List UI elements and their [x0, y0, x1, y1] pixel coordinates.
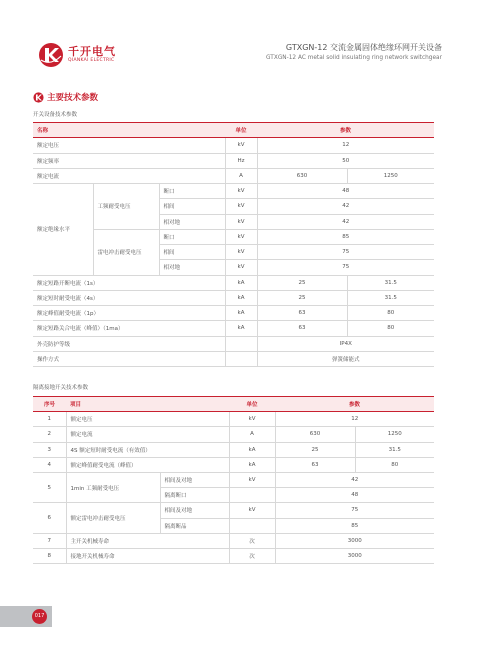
param-subgroup-label: 工频耐受电压 — [93, 184, 159, 230]
param-value: 31.5 — [347, 275, 434, 290]
param-value: 63 — [275, 457, 355, 472]
table-row — [33, 412, 434, 427]
param-value: 42 — [257, 214, 434, 229]
row-index: 8 — [33, 548, 66, 563]
param-name: 额定电压 — [33, 138, 225, 153]
param-value: 3000 — [275, 548, 434, 563]
param-unit: kV — [225, 138, 257, 153]
table-row — [33, 472, 434, 487]
param-name: 额定短路开断电流（1s） — [33, 275, 225, 290]
param-value: 48 — [275, 488, 434, 503]
param-name: 相间 — [159, 245, 225, 260]
param-unit: kA — [229, 442, 275, 457]
param-subitem: 隔离断口 — [160, 488, 229, 503]
document-title-cn: GTXGN-12 交流金属固体绝缘环网开关设备 — [285, 43, 442, 52]
param-value: 63 — [257, 321, 347, 336]
table-header-row — [33, 397, 434, 412]
table-row — [33, 533, 434, 548]
param-name: 接地开关机械寿命 — [66, 548, 229, 563]
page-number: 017 — [32, 609, 47, 624]
table-row — [33, 138, 434, 153]
param-unit: A — [225, 168, 257, 183]
param-subitem: 隔离断品 — [160, 518, 229, 533]
param-unit: 次 — [229, 533, 275, 548]
table-row — [33, 275, 434, 290]
param-unit: kV — [225, 245, 257, 260]
brand-logo — [38, 40, 128, 70]
param-unit: kV — [229, 472, 275, 487]
switchgear-params-table — [33, 122, 434, 367]
param-value: 1250 — [355, 427, 434, 442]
document-title — [266, 42, 442, 61]
param-value: 31.5 — [347, 290, 434, 305]
brand-name-en: QIANKAI ELECTRIC — [68, 58, 115, 63]
param-subgroup-label: 雷电冲击耐受电压 — [93, 229, 159, 275]
table-row — [33, 306, 434, 321]
table-row — [33, 351, 434, 366]
param-subitem: 相间及对地 — [160, 503, 229, 518]
param-subitem: 相间及对地 — [160, 472, 229, 487]
table-row — [33, 503, 434, 518]
row-index: 1 — [33, 412, 66, 427]
section-heading-text: 主要技术参数 — [47, 93, 99, 103]
param-unit: A — [229, 427, 275, 442]
param-value: 25 — [257, 275, 347, 290]
param-value: 50 — [257, 153, 434, 168]
section-logo-icon — [33, 92, 44, 103]
row-index: 5 — [33, 472, 66, 502]
param-unit: kA — [225, 275, 257, 290]
col-header-name: 名称 — [33, 123, 225, 138]
param-value: 80 — [347, 306, 434, 321]
param-value: 75 — [257, 245, 434, 260]
param-value: 42 — [257, 199, 434, 214]
param-value: 42 — [275, 472, 434, 487]
param-name: 断口 — [159, 184, 225, 199]
col-header-item: 项目 — [66, 397, 229, 412]
table-row — [33, 548, 434, 563]
param-value: 630 — [257, 168, 347, 183]
param-value: 80 — [347, 321, 434, 336]
brand-logo-icon — [38, 42, 64, 68]
param-value: IP4X — [257, 336, 434, 351]
param-value: 48 — [257, 184, 434, 199]
table-row — [33, 336, 434, 351]
param-name: 操作方式 — [33, 351, 225, 366]
param-unit: kV — [225, 199, 257, 214]
param-name: 外壳防护等级 — [33, 336, 225, 351]
param-name: 4S 额定短时耐受电流（有效值） — [66, 442, 229, 457]
row-index: 7 — [33, 533, 66, 548]
param-value: 25 — [257, 290, 347, 305]
param-name: 额定短时耐受电流（4s） — [33, 290, 225, 305]
col-header-unit: 单位 — [225, 123, 257, 138]
param-value: 3000 — [275, 533, 434, 548]
param-unit: kA — [225, 306, 257, 321]
table-row — [33, 168, 434, 183]
param-name: 额定电流 — [33, 168, 225, 183]
table-row — [33, 184, 434, 199]
param-value: 630 — [275, 427, 355, 442]
param-unit: kA — [225, 321, 257, 336]
param-name: 额定电压 — [66, 412, 229, 427]
page-header — [0, 0, 480, 90]
param-unit: 次 — [229, 548, 275, 563]
param-unit: kA — [229, 457, 275, 472]
param-value: 弹簧储能式 — [257, 351, 434, 366]
param-name: 1min 工频耐受电压 — [66, 472, 160, 502]
col-header-unit: 单位 — [229, 397, 275, 412]
table2-caption: 隔离接地开关技术参数 — [33, 385, 89, 391]
table1-caption: 开关设备技术参数 — [33, 112, 78, 118]
section-heading — [33, 91, 98, 103]
param-name: 额定雷电冲击耐受电压 — [66, 503, 160, 533]
param-value: 31.5 — [355, 442, 434, 457]
param-unit: Hz — [225, 153, 257, 168]
param-group-label: 额定绝缘水平 — [33, 184, 93, 276]
document-title-en: GTXGN-12 AC metal solid insulating ring network switchgear — [266, 55, 442, 61]
param-name: 额定电流 — [66, 427, 229, 442]
table-row — [33, 229, 434, 244]
table-header-row — [33, 123, 434, 138]
param-unit: kV — [225, 229, 257, 244]
param-unit: kV — [229, 412, 275, 427]
param-unit: kV — [229, 503, 275, 518]
param-value: 63 — [257, 306, 347, 321]
table-row — [33, 290, 434, 305]
table-row — [33, 153, 434, 168]
param-value: 12 — [257, 138, 434, 153]
param-name: 主开关机械寿命 — [66, 533, 229, 548]
table-row — [33, 427, 434, 442]
col-header-index: 序号 — [33, 397, 66, 412]
param-value: 25 — [275, 442, 355, 457]
param-name: 断口 — [159, 229, 225, 244]
param-value: 75 — [257, 260, 434, 275]
param-value: 85 — [257, 229, 434, 244]
param-value: 12 — [275, 412, 434, 427]
isolating-switch-params-table — [33, 396, 434, 564]
param-name: 相对地 — [159, 214, 225, 229]
param-name: 额定短路关合电流（峰值）（1ma） — [33, 321, 225, 336]
param-value: 75 — [275, 503, 434, 518]
param-name: 额定峰值耐受电流（峰值） — [66, 457, 229, 472]
row-index: 6 — [33, 503, 66, 533]
param-value: 85 — [275, 518, 434, 533]
param-unit: kV — [225, 260, 257, 275]
col-header-value: 参数 — [257, 123, 434, 138]
param-unit: kV — [225, 214, 257, 229]
row-index: 3 — [33, 442, 66, 457]
row-index: 4 — [33, 457, 66, 472]
param-unit: kV — [225, 184, 257, 199]
param-value: 80 — [355, 457, 434, 472]
table-row — [33, 442, 434, 457]
param-value: 1250 — [347, 168, 434, 183]
page-number-tab — [0, 606, 52, 627]
brand-name-cn: 千开电气 — [68, 45, 116, 58]
param-unit: kA — [225, 290, 257, 305]
param-name: 相对地 — [159, 260, 225, 275]
table-row — [33, 321, 434, 336]
param-name: 额定峰值耐受电流（1p） — [33, 306, 225, 321]
param-name: 额定频率 — [33, 153, 225, 168]
param-name: 相间 — [159, 199, 225, 214]
col-header-value: 参数 — [275, 397, 434, 412]
row-index: 2 — [33, 427, 66, 442]
table-row — [33, 457, 434, 472]
